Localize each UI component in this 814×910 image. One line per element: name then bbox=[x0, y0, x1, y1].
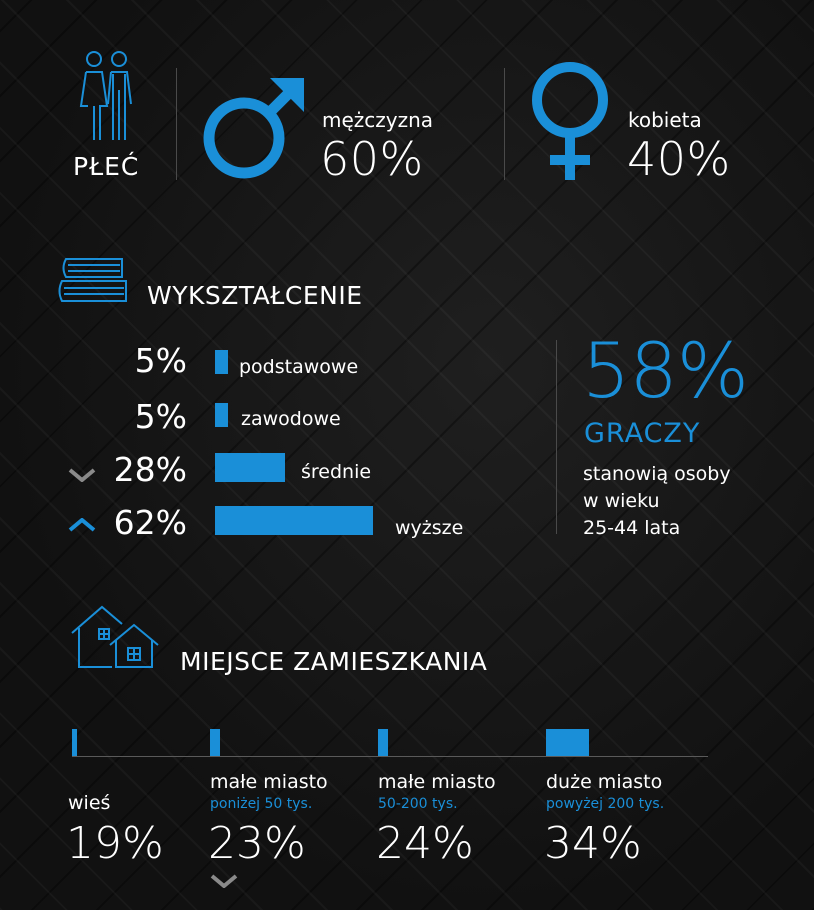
desc-line: 25-44 lata bbox=[583, 517, 681, 539]
edu-category-label: podstawowe bbox=[239, 356, 359, 378]
res-bar bbox=[546, 729, 589, 756]
gamers-label: GRACZY bbox=[584, 418, 701, 449]
books-icon bbox=[58, 255, 130, 305]
houses-icon bbox=[70, 603, 162, 669]
res-bar bbox=[72, 729, 77, 756]
desc-line: stanowią osoby bbox=[583, 463, 731, 485]
chevron-up-icon bbox=[68, 518, 96, 532]
gamers-description bbox=[583, 461, 731, 542]
res-value-label: 23% bbox=[208, 818, 306, 869]
residence-title: MIEJSCE ZAMIESZKANIA bbox=[180, 647, 488, 676]
edu-bar bbox=[215, 403, 228, 427]
male-symbol-icon bbox=[200, 70, 312, 182]
female-percent: 40% bbox=[627, 132, 731, 186]
edu-category-label: wyższe bbox=[395, 517, 464, 539]
edu-bar bbox=[215, 350, 228, 374]
male-percent: 60% bbox=[320, 132, 424, 186]
edu-bar bbox=[215, 506, 373, 535]
edu-category-label: zawodowe bbox=[241, 408, 341, 430]
edu-value-label: 28% bbox=[113, 450, 187, 489]
divider bbox=[504, 68, 505, 180]
res-bar bbox=[210, 729, 220, 756]
axis-line bbox=[72, 756, 708, 757]
res-category-label: małe miasto bbox=[378, 771, 496, 793]
res-category-label: małe miasto bbox=[210, 771, 328, 793]
edu-category-label: średnie bbox=[301, 461, 372, 483]
edu-value-label: 62% bbox=[113, 503, 187, 542]
gamers-percent: 58% bbox=[582, 326, 748, 415]
education-title: WYKSZTAŁCENIE bbox=[147, 281, 363, 310]
res-subcategory-label: powyżej 200 tys. bbox=[546, 796, 665, 812]
female-symbol-icon bbox=[530, 62, 610, 186]
female-label: kobieta bbox=[628, 108, 702, 132]
gender-label: PŁEĆ bbox=[73, 152, 140, 181]
res-value-label: 19% bbox=[66, 818, 164, 869]
edu-value-label: 5% bbox=[134, 341, 187, 380]
male-label: mężczyzna bbox=[322, 108, 434, 132]
res-value-label: 34% bbox=[544, 818, 642, 869]
res-value-label: 24% bbox=[376, 818, 474, 869]
divider bbox=[556, 340, 557, 534]
res-subcategory-label: 50-200 tys. bbox=[378, 796, 458, 812]
edu-value-label: 5% bbox=[134, 397, 187, 436]
divider bbox=[176, 68, 177, 180]
res-category-label: duże miasto bbox=[546, 771, 663, 793]
chevron-down-icon bbox=[210, 874, 238, 888]
res-bar bbox=[378, 729, 388, 756]
couple-icon bbox=[74, 50, 138, 142]
desc-line: w wieku bbox=[583, 490, 660, 512]
chevron-down-icon bbox=[68, 468, 96, 482]
edu-bar bbox=[215, 453, 285, 482]
res-category-label: wieś bbox=[68, 792, 111, 814]
res-subcategory-label: poniżej 50 tys. bbox=[210, 796, 313, 812]
